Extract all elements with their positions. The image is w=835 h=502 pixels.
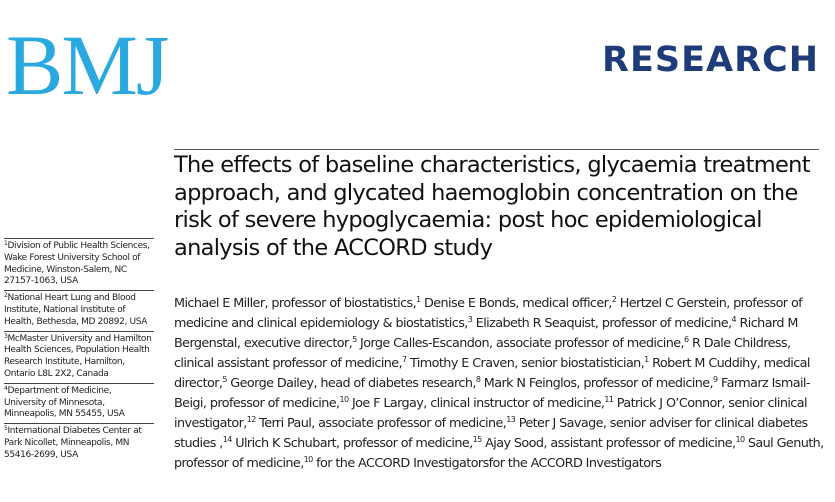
author-entry: Patrick J O’Connor, senior clinical investigator, xyxy=(174,396,807,431)
affiliation-number: 4 xyxy=(4,384,8,392)
affiliation-item xyxy=(4,238,154,290)
affiliation-item xyxy=(4,290,154,330)
affiliation-ref: 10 xyxy=(339,395,349,404)
author-entry: Hertzel C Gerstein, professor of medicine and clinical epidemiology & biostatistics, xyxy=(174,296,803,331)
affiliation-number: 5 xyxy=(4,425,8,433)
author-entry: Farmarz Ismail-Beigi, professor of medicine, xyxy=(174,376,810,411)
author-entry: Michael E Miller, professor of biostatistics, xyxy=(174,296,417,311)
affiliation-number: 3 xyxy=(4,332,8,340)
affiliation-ref: 9 xyxy=(713,375,718,384)
affiliation-ref: 8 xyxy=(475,375,481,384)
author-entry: Robert M Cuddihy, medical director, xyxy=(174,356,810,391)
bmj-logo: BMJ xyxy=(6,17,168,113)
author-entry: Elizabeth R Seaquist, professor of medicine, xyxy=(472,316,732,331)
affiliation-ref: 10 xyxy=(303,455,313,464)
affiliation-ref: 12 xyxy=(246,415,256,424)
affiliation-item xyxy=(4,423,154,463)
author-entry: Timothy E Craven, senior biostatistician, xyxy=(406,356,645,371)
author-entry: R Dale Childress, clinical assistant professor of medicine, xyxy=(174,336,791,371)
affiliation-item xyxy=(4,331,154,383)
affiliation-text: McMaster University and Hamilton Health Sciences, Population Health Research Institute, Hamilton, Ontario L8L 2X2, Canada xyxy=(4,333,152,379)
affiliation-ref: 5 xyxy=(222,375,227,384)
affiliation-ref: 6 xyxy=(684,335,689,344)
affiliation-ref: 14 xyxy=(222,435,232,444)
author-entry: Peter J Savage, senior adviser for clinical diabetes studies , xyxy=(174,416,808,451)
author-entry: George Dailey, head of diabetes research, xyxy=(226,376,476,391)
section-label: RESEARCH xyxy=(602,40,819,80)
affiliation-text: National Heart Lung and Blood Institute, National Institute of Health, Bethesda, MD 20892, USA xyxy=(4,293,148,327)
affiliation-ref: 4 xyxy=(731,315,737,324)
author-entry: Ulrich K Schubart, professor of medicine, xyxy=(231,436,473,451)
title-divider xyxy=(174,149,819,150)
affiliation-ref: 7 xyxy=(402,355,407,364)
author-entry: Saul Genuth, professor of medicine, xyxy=(174,436,824,471)
affiliation-number: 1 xyxy=(4,240,8,247)
affiliation-ref: 1 xyxy=(416,295,421,304)
author-entry: Terri Paul, associate professor of medicine, xyxy=(255,416,507,431)
affiliation-ref: 10 xyxy=(735,435,745,444)
author-entry: Mark N Feinglos, professor of medicine, xyxy=(480,376,714,391)
author-entry: Jorge Calles-Escandon, associate professor of medicine, xyxy=(356,336,685,351)
author-entry: Ajay Sood, assistant professor of medicine, xyxy=(481,436,736,451)
author-entry: Denise E Bonds, medical officer, xyxy=(420,296,612,311)
affiliation-number: 2 xyxy=(4,292,8,300)
author-entry: Richard M Bergenstal, executive director, xyxy=(174,316,798,351)
article-title: The effects of baseline characteristics, glycaemia treatment approach, and glycated haemoglobin concentration on the risk of severe hypoglycaemia: post hoc epidemiological analysis of the ACCORD study xyxy=(174,152,810,261)
author-entry: for the ACCORD Investigatorsfor the ACCORD Investigators xyxy=(312,456,662,471)
affiliations-sidebar xyxy=(4,238,154,464)
author-entry: Joe F Largay, clinical instructor of medicine, xyxy=(348,396,605,411)
affiliation-ref: 11 xyxy=(604,395,614,404)
affiliation-ref: 2 xyxy=(611,295,617,304)
affiliation-text: International Diabetes Center at Park Nicollet, Minneapolis, MN 55416-2699, USA xyxy=(4,426,142,460)
affiliation-ref: 13 xyxy=(506,415,516,424)
affiliation-text: Department of Medicine, University of Minnesota, Minneapolis, MN 55455, USA xyxy=(4,385,125,420)
affiliation-ref: 15 xyxy=(472,435,482,444)
affiliation-ref: 3 xyxy=(467,315,473,324)
affiliation-text: Division of Public Health Sciences, Wake Forest University School of Medicine, Winston-Salem, NC 27157-1063, USA xyxy=(4,241,150,287)
affiliation-ref: 5 xyxy=(352,335,357,344)
author-list xyxy=(174,294,824,474)
affiliation-ref: 1 xyxy=(644,355,649,364)
affiliation-item xyxy=(4,383,154,423)
